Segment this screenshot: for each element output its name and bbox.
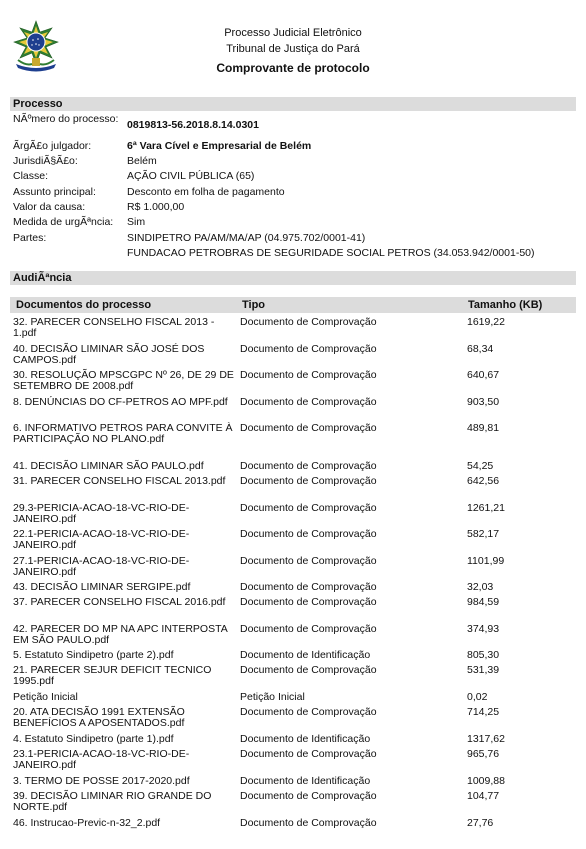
document-type: Documento de Comprovação xyxy=(240,460,377,472)
partes-value-2: FUNDACAO PETROBRAS DE SEGURIDADE SOCIAL PETROS (34.053.942/0001-50) xyxy=(127,247,535,259)
document-size: 68,34 xyxy=(467,343,494,355)
document-type: Documento de Comprovação xyxy=(240,528,377,540)
document-type: Documento de Identificação xyxy=(240,775,371,787)
document-name: 40. DECISÃO LIMINAR SÃO JOSÉ DOS CAMPOS.pdf xyxy=(13,343,205,366)
section-audiencia-header: AudiÃªncia xyxy=(10,271,576,285)
document-size: 642,56 xyxy=(467,475,500,487)
document-type: Petição Inicial xyxy=(240,691,305,703)
document-name: Petição Inicial xyxy=(13,691,78,703)
document-name: 29.3-PERICIA-ACAO-18-VC-RIO-DE-JANEIRO.pdf xyxy=(13,502,190,525)
page-title: Comprovante de protocolo xyxy=(216,61,370,75)
document-type: Documento de Comprovação xyxy=(240,706,377,718)
document-size: 104,77 xyxy=(467,790,500,802)
document-size: 984,59 xyxy=(467,596,500,608)
document-name: 4. Estatuto Sindipetro (parte 1).pdf xyxy=(13,733,174,745)
section-processo-header: Processo xyxy=(10,97,576,111)
numero-label: NÃºmero do processo: xyxy=(13,113,119,125)
valor-label: Valor da causa: xyxy=(13,201,86,213)
document-size: 965,76 xyxy=(467,748,500,760)
document-type: Documento de Comprovação xyxy=(240,396,377,408)
partes-value-1: SINDIPETRO PA/AM/MA/AP (04.975.702/0001-41) xyxy=(127,232,366,244)
valor-value: R$ 1.000,00 xyxy=(127,201,185,213)
document-name: 31. PARECER CONSELHO FISCAL 2013.pdf xyxy=(13,475,226,487)
document-size: 640,67 xyxy=(467,369,500,381)
document-type: Documento de Comprovação xyxy=(240,422,377,434)
document-size: 805,30 xyxy=(467,649,500,661)
orgao-label: ÃrgÃ£o julgador: xyxy=(13,140,92,152)
document-type: Documento de Comprovação xyxy=(240,502,377,514)
document-size: 582,17 xyxy=(467,528,500,540)
document-size: 54,25 xyxy=(467,460,494,472)
document-type: Documento de Comprovação xyxy=(240,664,377,676)
header-system-name: Processo Judicial Eletrônico xyxy=(224,27,362,39)
document-type: Documento de Comprovação xyxy=(240,343,377,355)
col-header-tamanho: Tamanho (KB) xyxy=(468,299,543,311)
document-type: Documento de Comprovação xyxy=(240,748,377,760)
jurisdicao-value: Belém xyxy=(127,155,157,167)
medida-label: Medida de urgÃªncia: xyxy=(13,216,114,228)
document-name: 32. PARECER CONSELHO FISCAL 2013 - 1.pdf xyxy=(13,316,215,339)
document-name: 46. Instrucao-Previc-n-32_2.pdf xyxy=(13,817,161,829)
document-type: Documento de Comprovação xyxy=(240,817,377,829)
document-name: 6. INFORMATIVO PETROS PARA CONVITE À PARTICIPAÇÃO NO PLANO.pdf xyxy=(13,422,233,445)
col-header-documento: Documentos do processo xyxy=(16,299,152,311)
document-size: 27,76 xyxy=(467,817,494,829)
document-size: 1009,88 xyxy=(467,775,505,787)
document-type: Documento de Comprovação xyxy=(240,316,377,328)
document-name: 42. PARECER DO MP NA APC INTERPOSTA EM SÃO PAULO.pdf xyxy=(13,623,228,646)
numero-value: 0819813-56.2018.8.14.0301 xyxy=(127,119,259,131)
partes-label: Partes: xyxy=(13,232,47,244)
medida-value: Sim xyxy=(127,216,146,228)
document-size: 1317,62 xyxy=(467,733,505,745)
document-name: 41. DECISÃO LIMINAR SÃO PAULO.pdf xyxy=(13,460,204,472)
assunto-label: Assunto principal: xyxy=(13,186,96,198)
document-name: 23.1-PERICIA-ACAO-18-VC-RIO-DE-JANEIRO.pdf xyxy=(13,748,190,771)
document-type: Documento de Comprovação xyxy=(240,623,377,635)
document-name: 37. PARECER CONSELHO FISCAL 2016.pdf xyxy=(13,596,226,608)
assunto-value: Desconto em folha de pagamento xyxy=(127,186,285,198)
classe-value: AÇÃO CIVIL PÚBLICA (65) xyxy=(127,170,255,182)
document-size: 32,03 xyxy=(467,581,494,593)
document-name: 8. DENÚNCIAS DO CF-PETROS AO MPF.pdf xyxy=(13,396,228,408)
col-header-tipo: Tipo xyxy=(242,299,266,311)
document-size: 714,25 xyxy=(467,706,500,718)
document-name: 27.1-PERICIA-ACAO-18-VC-RIO-DE-JANEIRO.pdf xyxy=(13,555,190,578)
document-type: Documento de Comprovação xyxy=(240,369,377,381)
jurisdicao-label: JurisdiÃ§Ã£o: xyxy=(13,155,78,167)
document-name: 43. DECISÃO LIMINAR SERGIPE.pdf xyxy=(13,581,191,593)
document-size: 531,39 xyxy=(467,664,500,676)
document-type: Documento de Comprovação xyxy=(240,581,377,593)
header-court-name: Tribunal de Justiça do Pará xyxy=(226,43,360,55)
document-size: 903,50 xyxy=(467,396,500,408)
document-type: Documento de Comprovação xyxy=(240,596,377,608)
documents-table-header xyxy=(10,297,576,313)
document-type: Documento de Identificação xyxy=(240,733,371,745)
document-name: 20. ATA DECISÃO 1991 EXTENSÃO BENEFÍCIOS A APOSENTADOS.pdf xyxy=(13,706,185,729)
document-name: 3. TERMO DE POSSE 2017-2020.pdf xyxy=(13,775,190,787)
document-size: 0,02 xyxy=(467,691,488,703)
classe-label: Classe: xyxy=(13,170,49,182)
document-type: Documento de Identificação xyxy=(240,649,371,661)
document-name: 39. DECISÃO LIMINAR RIO GRANDE DO NORTE.pdf xyxy=(13,790,212,813)
document-type: Documento de Comprovação xyxy=(240,790,377,802)
document-size: 1261,21 xyxy=(467,502,505,514)
document-size: 1619,22 xyxy=(467,316,505,328)
document-size: 374,93 xyxy=(467,623,500,635)
document-size: 1101,99 xyxy=(467,555,505,567)
document-name: 5. Estatuto Sindipetro (parte 2).pdf xyxy=(13,649,174,661)
orgao-value: 6ª Vara Cível e Empresarial de Belém xyxy=(127,140,312,152)
document-name: 22.1-PERICIA-ACAO-18-VC-RIO-DE-JANEIRO.pdf xyxy=(13,528,190,551)
document-type: Documento de Comprovação xyxy=(240,475,377,487)
document-name: 30. RESOLUÇÃO MPSCGPC Nº 26, DE 29 DE SETEMBRO DE 2008.pdf xyxy=(13,369,234,392)
document-name: 21. PARECER SEJUR DEFICIT TECNICO 1995.pdf xyxy=(13,664,212,687)
document-type: Documento de Comprovação xyxy=(240,555,377,567)
document-size: 489,81 xyxy=(467,422,500,434)
